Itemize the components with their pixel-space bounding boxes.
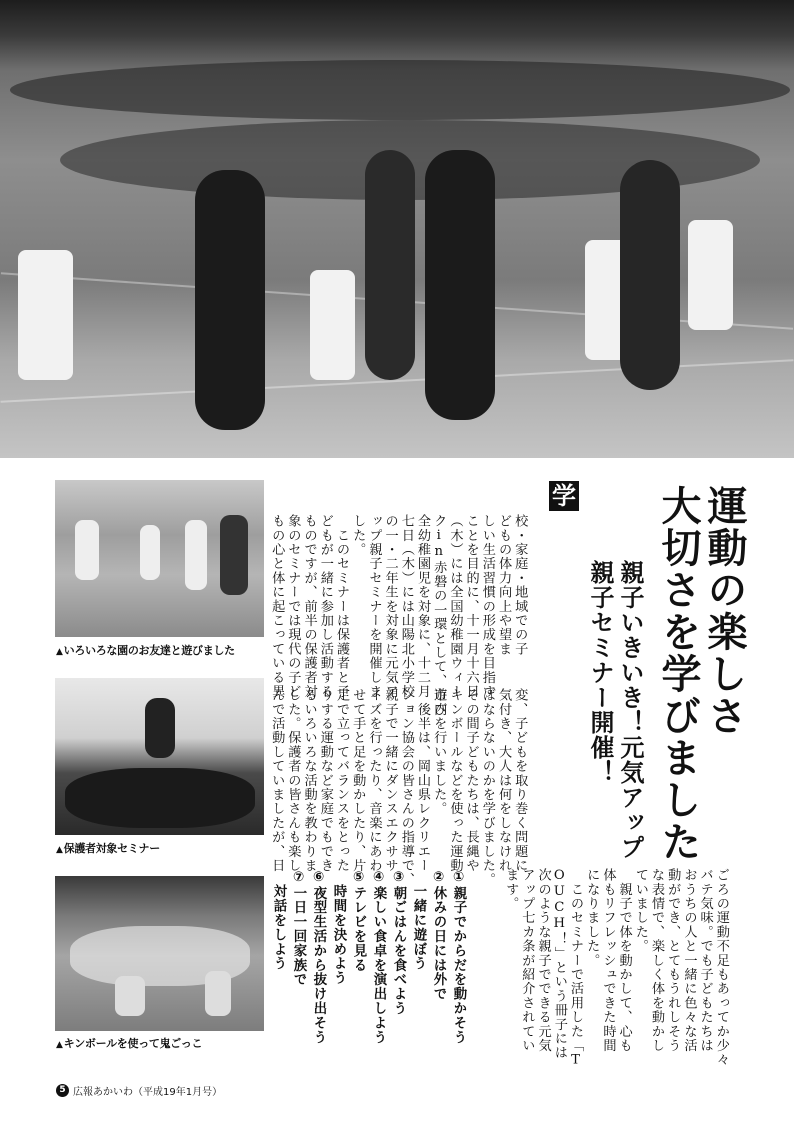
text-column: した。保護者の皆さんも楽し [285, 688, 301, 873]
text-column: どもが一緒に参加し活動する [317, 514, 333, 699]
text-column: キンボールなどを使った運動 [447, 688, 463, 873]
child-figure [688, 220, 733, 330]
text-column: 親子で一緒にダンスエクササ [382, 688, 398, 873]
text-column: 七日（木）には山陽北小学校 [398, 514, 414, 699]
list-item: ⑥夜型生活から抜け出そう [311, 870, 326, 1045]
text-column: ばならないのかを学びました。 [479, 688, 495, 887]
article-title: 運動の楽しさ 大切さを学びました [655, 485, 747, 863]
text-column: クin赤磐の一環として、市内 [431, 514, 447, 717]
text-column: 全幼稚園児を対象に、十二月 [415, 514, 431, 699]
text-column: な表情で、楽しく体を動かし [649, 868, 665, 1053]
text-column: 体もリフレッシュできた時間 [600, 868, 616, 1053]
list-item: 時間を決めよう [331, 870, 346, 986]
page-footer [56, 1083, 222, 1098]
crowd-back [10, 60, 790, 120]
adult-figure [195, 170, 265, 430]
text-column: 親子で体を動かして、心も [616, 868, 632, 1053]
list-item: 対話をしよう [271, 870, 286, 971]
text-column: した。 [350, 514, 366, 557]
lead-character: 学 [549, 481, 579, 511]
text-column: しい生活習慣の形成を目指す [479, 514, 495, 699]
text-column: の一・二年生を対象に元気ア [382, 514, 398, 699]
text-column: ション協会の皆さんの指導で、 [398, 688, 414, 887]
body-text-middle [268, 688, 528, 887]
text-column: このセミナーは保護者と子 [334, 514, 350, 699]
text-column: OUCH！」という冊子には [551, 868, 567, 1060]
article-subtitle: 親子いきいき！元気アップ 親子セミナー開催！ [586, 560, 644, 860]
body-text-lower [502, 868, 729, 1069]
publication-name: 広報あかいわ（平成19年1月号） [73, 1087, 223, 1098]
hero-photo [0, 0, 794, 458]
text-column: 足で立ってバランスをとった [334, 688, 350, 873]
text-column: 気付き、大人は何をしなけれ [496, 688, 512, 873]
text-column: 遊びを行いました。 [431, 688, 447, 816]
caption-2: ▲保護者対象セミナー [56, 842, 160, 855]
list-item: ⑦一日一回家族で [291, 870, 306, 987]
text-column: アップ七カ条が紹介されてい [519, 868, 535, 1053]
text-column: もの心と体に起こっている異 [269, 514, 285, 699]
adult-figure [425, 150, 495, 420]
text-column: りする運動など家庭でもでき [317, 688, 333, 873]
body-text-upper [268, 514, 528, 717]
child-figure [310, 270, 355, 380]
text-column: ことを目的に、十一月十六日 [463, 514, 479, 699]
text-column: イズを行ったり、音楽にあわ [366, 688, 382, 873]
text-column: バテ気味。でも子どもたちは [697, 868, 713, 1053]
page-number: 5 [56, 1084, 69, 1097]
list-item: ①親子でからだを動かそう [451, 870, 466, 1045]
list-item: ④楽しい食卓を演出しよう [371, 870, 386, 1045]
list-item: 一緒に遊ぼう [411, 870, 426, 971]
text-column: ップ親子セミナーを開催しま [366, 514, 382, 699]
text-column: ごろの運動不足もあってか少々 [713, 868, 729, 1067]
text-column: 後半は、岡山県レクリエー [415, 688, 431, 873]
text-column: ます。 [503, 868, 519, 911]
caption-3: ▲キンボールを使って鬼ごっこ [56, 1037, 203, 1050]
text-column: るいろいろな活動を教わりま [301, 688, 317, 873]
child-figure [18, 250, 73, 380]
text-column: になりました。 [584, 868, 600, 968]
adult-figure [620, 160, 680, 390]
kinball-tag-photo [55, 876, 264, 1031]
text-column: 象のセミナーでは現代の子ど [285, 514, 301, 699]
list-item: ③朝ごはんを食べよう [391, 870, 406, 1016]
caption-1: ▲いろいろな園のお友達と遊びました [56, 644, 235, 657]
text-column: 動ができ、とてもうれしそう [665, 868, 681, 1053]
list-item: ⑤テレビを見る [351, 870, 366, 973]
text-column: 変、子どもを取り巻く問題に [512, 688, 528, 873]
text-column: このセミナーで活用した「T [568, 868, 584, 1069]
children-playing-photo [55, 480, 264, 637]
text-column: ものですが、前半の保護者対 [301, 514, 317, 699]
principles-list [268, 870, 468, 1050]
text-column: ていました。 [632, 868, 648, 954]
text-column: （木）には全国幼稚園ウィー [447, 514, 463, 699]
text-column: んで活動していましたが、日 [269, 688, 285, 873]
list-item: ②休みの日には外で [431, 870, 446, 1002]
text-column: おうちの人と一緒に色々な活 [681, 868, 697, 1053]
adult-figure [365, 150, 415, 380]
text-column: その間子どもたちは、長縄や [463, 688, 479, 873]
seminar-speaker-photo [55, 678, 264, 835]
text-column: 次のような親子でできる元気 [535, 868, 551, 1053]
text-column: 校・家庭・地域での子 [512, 514, 528, 656]
text-column: どもの体力向上や望ま [496, 514, 512, 656]
text-column: せて手と足を動かしたり、片 [350, 688, 366, 873]
